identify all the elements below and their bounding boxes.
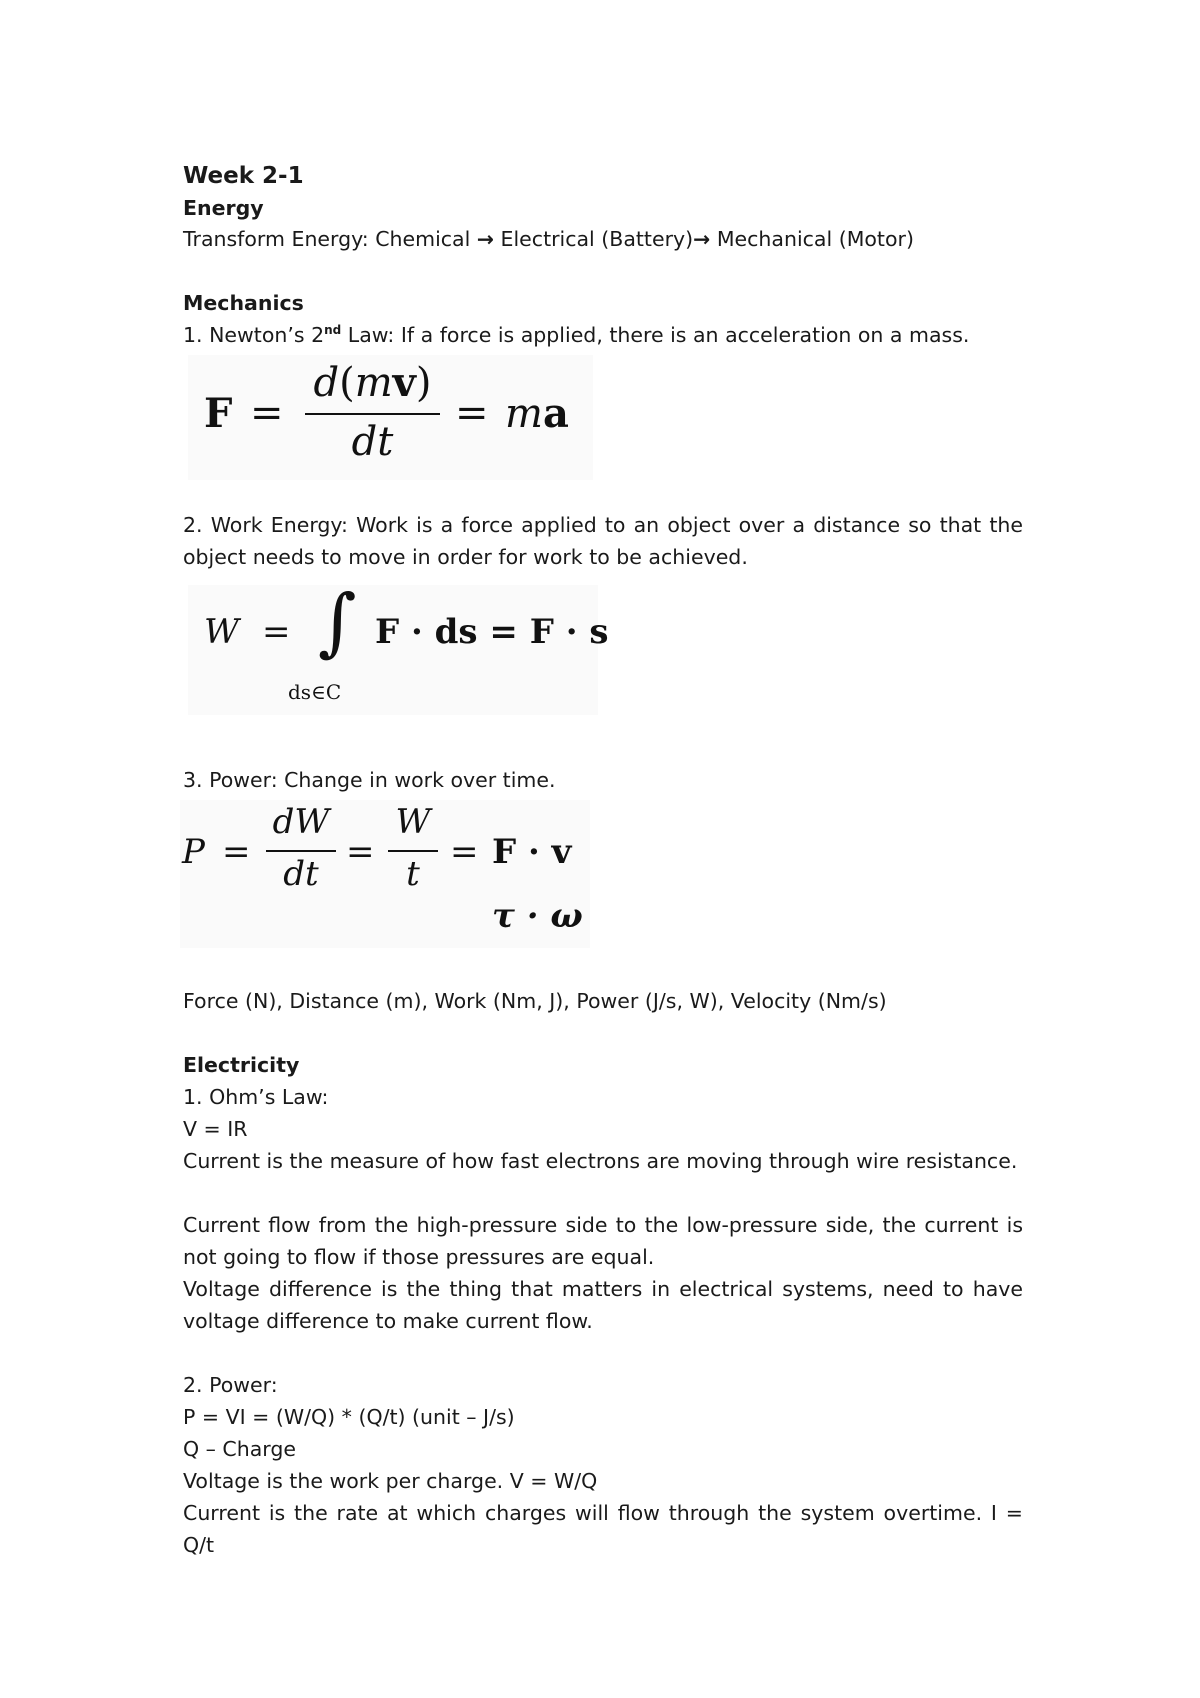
fraction-bar [305,413,440,415]
units-line: Force (N), Distance (m), Work (Nm, J), Power (J/s, W), Velocity (Nm/s) [183,989,887,1013]
fraction-numerator: d(mv) [313,359,432,406]
fraction-bar [266,850,336,852]
equation-rhs: ma [505,390,569,437]
mechanics-heading: Mechanics [183,291,304,315]
power-text: 3. Power: Change in work over time. [183,768,556,792]
power-equation-text: P = VI = (W/Q) * (Q/t) (unit – J/s) [183,1405,515,1429]
power-title: 2. Power: [183,1373,278,1397]
arrow-icon: → [476,227,495,251]
page-title: Week 2-1 [183,163,304,189]
integral-subscript: ds∈C [288,680,342,704]
current-flow-paragraph: Current flow from the high-pressure side to the low-pressure side, the current is not going to flow if those pressures are equal. [183,1213,1023,1269]
voltage-definition: Voltage is the work per charge. V = W/Q [183,1469,598,1493]
work-equation: W = ∫ ds∈C F · ds = F · s [204,579,609,704]
work-equation-body: F · ds = F · s [375,612,609,652]
transform-energy-line: Transform Energy: Chemical → Electrical (Battery)→ Mechanical (Motor) [183,227,914,251]
current-definition: Current is the rate at which charges will flow through the system overtime. I = Q/t [183,1501,1023,1557]
current-paragraph: Current is the measure of how fast electrons are moving through wire resistance. [183,1149,1018,1173]
ohm-law-title: 1. Ohm’s Law: [183,1085,329,1109]
newton-law-line: 1. Newton’s 2nd Law: If a force is applied, there is an acceleration on a mass. [183,323,970,347]
ohm-law-equation: V = IR [183,1117,248,1141]
work-energy-text: 2. Work Energy: Work is a force applied to an object over a distance so that the object needs to move in order for work to be achieved. [183,513,1023,569]
integral-sign: ∫ [318,579,357,665]
fraction-bar [388,850,438,852]
power-equation: P = dW dt = W t = F · v τ · ω [182,802,583,936]
energy-heading: Energy [183,196,264,220]
charge-line: Q – Charge [183,1437,296,1461]
electricity-heading: Electricity [183,1053,300,1077]
arrow-icon: → [693,227,711,251]
voltage-paragraph: Voltage difference is the thing that matters in electrical systems, need to have voltage difference to make current flow. [183,1277,1023,1333]
newton-equation: F = d(mv) dt = ma [204,359,569,465]
